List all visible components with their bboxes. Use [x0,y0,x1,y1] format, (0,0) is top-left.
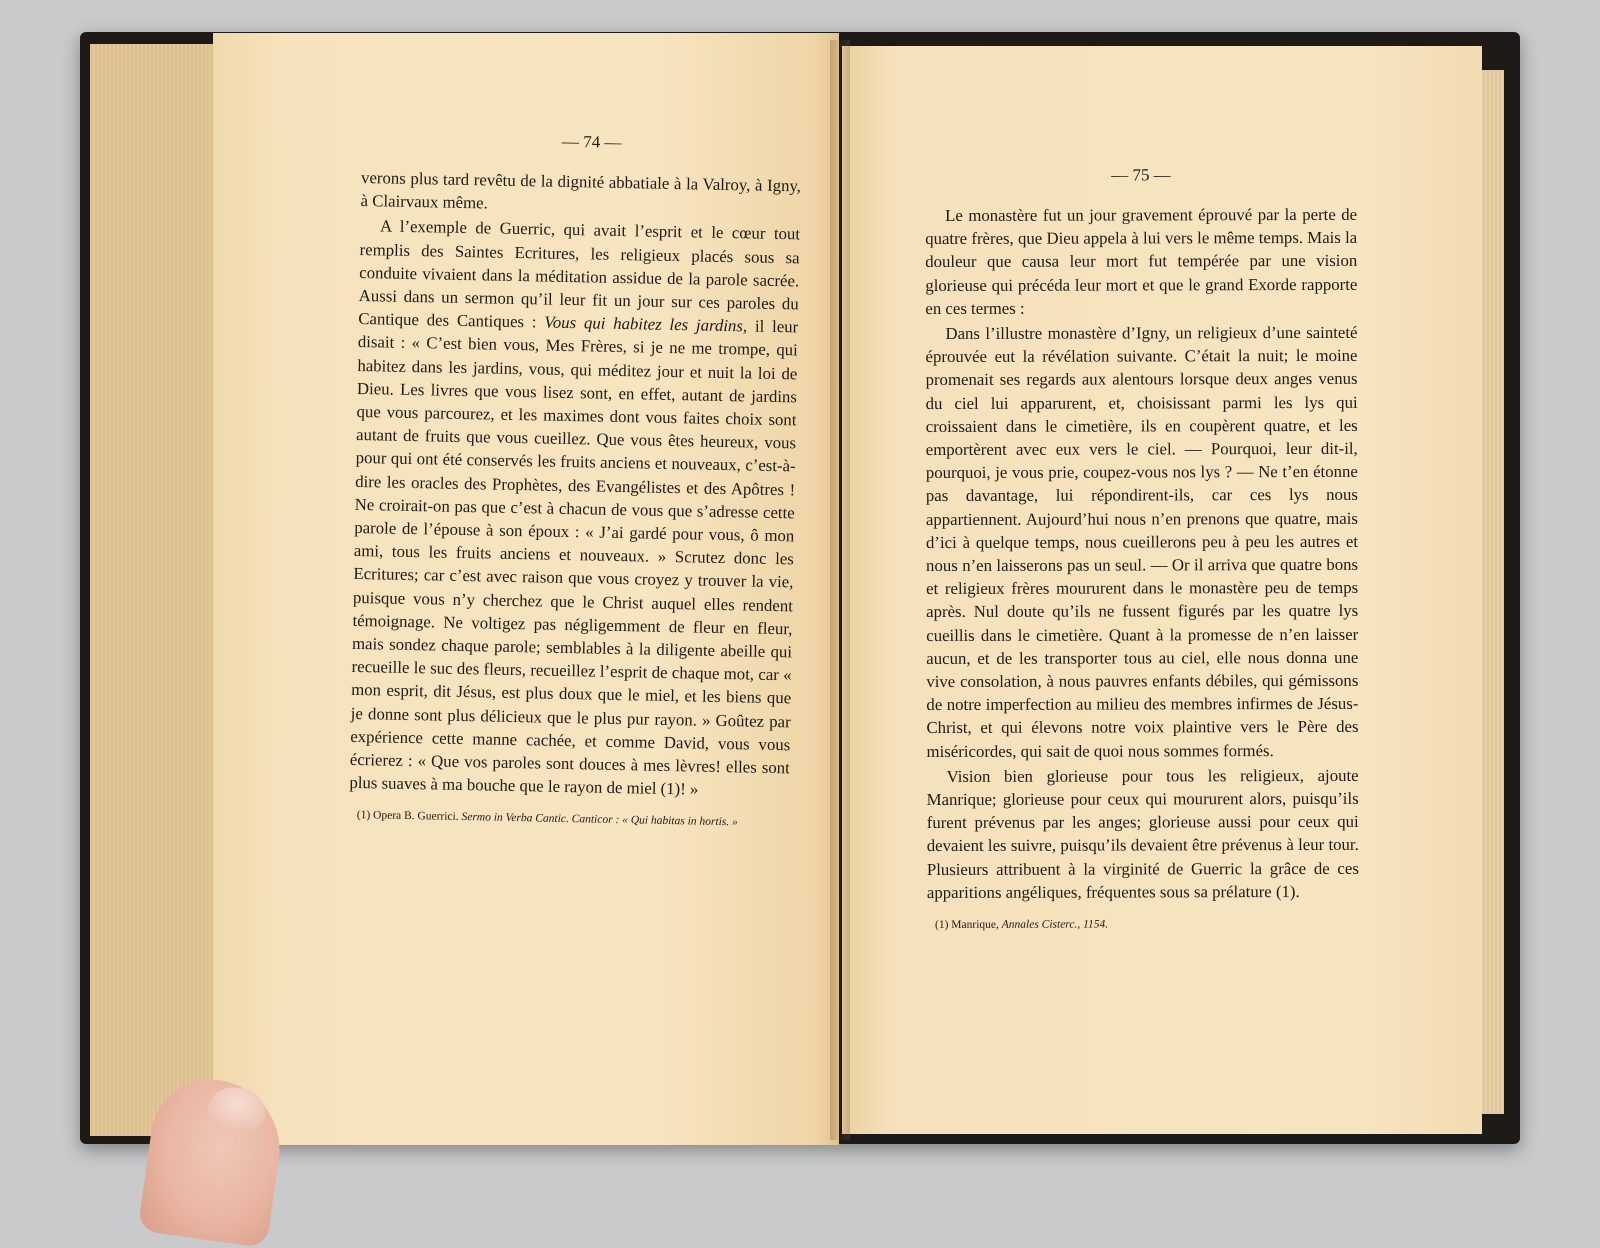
left-paragraph-2-continuation: il leur disait : « C’est bien vous, Mes Frères, si je ne me trompe, qui habitez dans les jardins, vous, qui méditez jour et nuit la loi de Dieu. Les livres que vous lisez sont, en effet, autant de jardins que vous parcourez, et les maximes dont vous faites choix sont autant de fruits que vous cueillez. Que vous êtes heureux, vous pour qui ont été conservés les fruits anciens et nouveaux, c’est-à-dire les oracles des Prophètes, des Evangélistes et des Apôtres ! Ne croirait-on pas que c’est à chacun de vous que s’adresse cette parole de l’épouse à son époux : « J’ai gardé pour vous, ô mon ami, tous les fruits anciens et nouveaux. » Scrutez donc les Ecritures; car c’est avec raison que vous croyez y trouver la vie, puisque vous n’y cherchez que le Christ auquel elles rendent témoignage. Ne voltigez pas négligemment de fleur en fleur, mais sondez chaque parole; semblables à la diligente abeille qui recueille le suc des fleurs, recueillez l’esprit de chaque mot, car « mon esprit, dit Jésus, est plus doux que le miel, et les biens que je donne sont plus délicieux que le plus pur rayon. » Goûtez par expérience cette manne cachée, et comme David, vous vous écrierez : « Que vos paroles sont douces à mes lèvres! elles sont plus suaves à ma bouche que le rayon de miel (1)! » [349,316,799,799]
right-page-text [925,165,1359,932]
left-footnote-title: Sermo in Verba Cantic. Canticor : « Qui habitas in hortis. » [461,811,738,829]
left-paragraph-2 [349,214,800,802]
right-paragraph-1: Le monastère fut un jour gravement éprouvé par la perte de quatre frères, que Dieu appela à lui vers le même temps. Mais la douleur que causa leur mort fut tempérée par une vision glorieuse qui précéda leur mort et que le grand Exorde rapporte en ces termes : [925,204,1358,318]
right-footnote-title: Annales Cisterc., 1154. [1001,918,1109,931]
page-number-74: — 74 — [561,131,622,152]
left-footnote-prefix: (1) Opera B. Guerrici. [356,809,459,824]
left-paragraph-2-text: A l’exemple de Guerric, qui avait l’esprit et le cœur tout remplis des Saintes Ecritures, les religieux placés sous sa conduite vivaient dans la méditation assidue de la parole sacrée. Aussi dans un sermon qu’il leur fit un jour sur ces paroles du Cantique des Cantiques : [358,216,801,332]
left-paragraph-1: verons plus tard revêtu de la dignité abbatiale à la Valroy, à Igny, à Clairvaux même. [360,167,802,213]
page-number-75: — 75 — [1111,165,1171,185]
right-footnote [927,917,1359,932]
left-page-text [349,128,802,831]
page-edges-right [1482,70,1504,1114]
page-edges-left [90,44,220,1136]
right-paragraph-3: Vision bien glorieuse pour tous les religieux, ajoute Manrique; glorieuse pour ceux qui moururent alors, puisqu’ils furent prévenus par les anges; glorieuse aussi pour ceux qui devaient les suivre, puisqu’ils devaient être prévenus à leur tour. Plusieurs attribuent à la virginité de Guerric la grâce de ces apparitions angéliques, fréquentes sous sa prélature (1). [926,765,1359,902]
book-gutter [830,40,850,1140]
right-footnote-prefix: (1) Manrique, [934,918,999,932]
right-paragraph-2: Dans l’illustre monastère d’Igny, un religieux d’une sainteté éprouvée eut la révélation suivante. C’était la nuit; le moine promenait ses regards aux alentours lorsque deux anges venus du ciel lui apparurent, et, choisissant parmi les lys qui croissaient dans le cimetière, ils en coupèrent quatre, et les emportèrent avec eux vers le ciel. — Pourquoi, leur dit-il, pourquoi, je vous prie, coupez-vous nos lys ? — Ne t’en étonne pas davantage, lui répondirent-ils, car ces lys nous appartiennent. Aujourd’hui nous n’en prenons que quatre, mais d’ici à quelque temps, nous cueillerons peu à peu les autres et nous n’en laisserons pas un seul. — Or il arriva que quatre bons et religieux frères moururent dans le monastère peu de temps après. Nul doute qu’ils ne fussent figurés par les quatre lys cueillis dans le cimetière. Quant à la promesse de n’en laisser aucun, et de les transporter tous au ciel, elle nous donna une vive consolation, à nous pauvres enfants débiles, qui gémissons de notre imperfection au milieu des membres infirmes de Jésus-Christ, et qui élevons notre voix plaintive vers le Père des miséricordes, qui sait de quoi nous sommes formés. [925,322,1359,761]
left-paragraph-2-quote: Vous qui habitez les jardins, [544,312,748,336]
